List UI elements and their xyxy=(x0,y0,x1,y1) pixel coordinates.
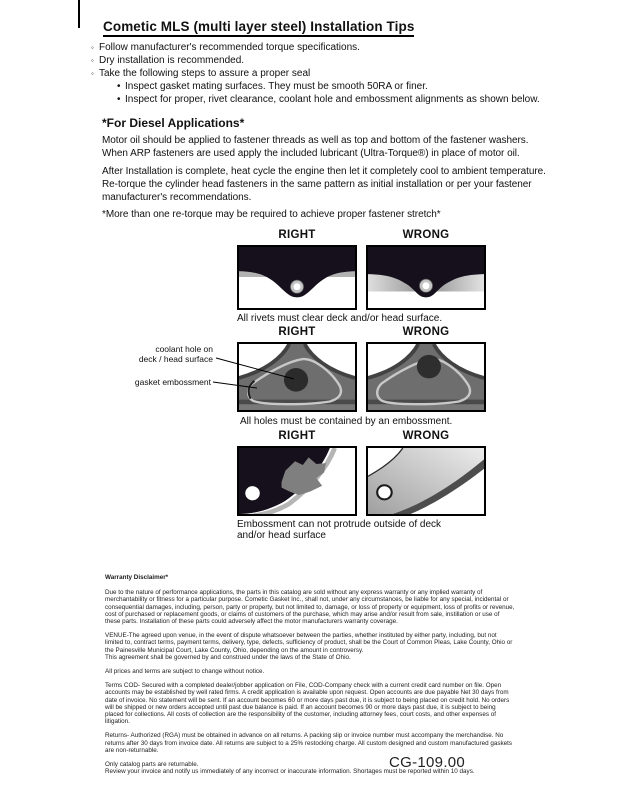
coolant-hole-label xyxy=(108,344,213,364)
row1-caption: All rivets must clear deck and/or head surface. xyxy=(237,313,443,324)
governing-law-line: This agreement shall be governed by and construed under the laws of the State of Ohio. xyxy=(105,653,351,661)
tip-text: Follow manufacturer's recommended torque specifications. xyxy=(99,42,360,53)
gasket-embossment-label: gasket embossment xyxy=(134,377,211,387)
tip-text: Inspect for proper, rivet clearance, coolant hole and embossment alignments as shown below. xyxy=(125,94,540,105)
bullet-marker: ◦ xyxy=(91,43,94,52)
terms-paragraph: Terms COD- Secured with a completed dealer/jobber application on File, COD-Company check with a current credit card number on file. Open accounts may be established by well rated firms. A credit application is available upon request. Open accounts are due payable Net 30 days from date of invoice. No statement will be sent. If an account becomes 60 or more days past due, it is subject to being placed on credit hold. No orders will be shipped or new orders accepted until past due balance is paid. If an account becomes 90 or more days past due, it is subject to being placed for collections. All costs of collection are the responsibility of the customer, including attorney fees, court costs, and other expenses of litigation. xyxy=(105,682,510,726)
coolant-hole-label-line2: deck / head surface xyxy=(138,354,213,364)
diagram-row3-wrong-image xyxy=(366,446,486,516)
review-invoice-line: Review your invoice and notify us immediately of any incorrect or inaccurate information. Shortages must be reported within 10 days. xyxy=(105,768,475,776)
rivet-clear-wrong-drawing xyxy=(368,247,484,308)
diesel-applications-heading: *For Diesel Applications* xyxy=(102,116,245,130)
diesel-paragraph-1: Motor oil should be applied to fastener threads as well as top and bottom of the fastener washers. When ARP fasteners are used apply the included lubricant (Ultra-Torque®) in place of motor oil. xyxy=(102,135,529,159)
diagram-row3-right-image xyxy=(237,446,357,516)
diagram-row1-wrong-image xyxy=(366,245,486,310)
tip-sub-item xyxy=(117,93,551,106)
tip-sub-item xyxy=(117,80,551,93)
venue-paragraph: VENUE-The agreed upon venue, in the event of dispute whatsoever between the parties, whether instituted by either party, including, but not limited to, contract terms, payment terms, delivery, type, defects, sufficiency of product, shall be the Court of Common Pleas, Lake County, Ohio or the Painesville Municipal Court, Lake County, Ohio, depending on the amount in controversy. xyxy=(105,632,513,654)
retorque-note: *More than one re-torque may be required to achieve proper fastener stretch* xyxy=(102,209,441,220)
diagram-row2-right-image xyxy=(237,342,357,412)
row3-wrong-label: WRONG xyxy=(402,430,450,442)
installation-tips-list xyxy=(91,41,551,106)
tip-text: Inspect gasket mating surfaces. They must be smooth 50RA or finer. xyxy=(125,81,428,92)
bullet-marker: ◦ xyxy=(91,69,94,78)
sub-bullet-marker: • xyxy=(117,94,121,105)
protrude-wrong-drawing xyxy=(368,448,484,514)
returns-paragraph: Returns- Authorized (RGA) must be obtained in advance on all returns. A packing slip or invoice number must accompany the merchandise. No returns after 30 days from invoice date. All returns are subject to a 25% restocking charge. All custom designed and custom manufactured gaskets are non-returnable. xyxy=(105,732,513,754)
diagram-row2-wrong-image xyxy=(366,342,486,412)
coolant-hole-label-line1: coolant hole on xyxy=(155,344,213,354)
row2-right-label: RIGHT xyxy=(278,326,316,338)
tip-item xyxy=(91,67,551,80)
bullet-marker: ◦ xyxy=(91,56,94,65)
only-catalog-line: Only catalog parts are returnable. xyxy=(105,761,199,769)
tip-text: Take the following steps to assure a proper seal xyxy=(99,68,311,79)
row3-right-label: RIGHT xyxy=(278,430,316,442)
protrude-right-drawing xyxy=(239,448,355,514)
hole-contained-wrong-drawing xyxy=(368,344,484,410)
hole-contained-right-drawing xyxy=(239,344,355,410)
page-number: CG-109.00 xyxy=(389,754,466,771)
diesel-paragraph-2: After Installation is complete, heat cycle the engine then let it completely cool to ambient temperature. Re-torque the cylinder head fasteners in the same pattern as initial installation or per your fastener manufacturer's recommendations. xyxy=(102,166,546,203)
warranty-disclaimer-heading: Warranty Disclaimer* xyxy=(105,574,169,581)
legal-fine-print xyxy=(105,574,515,782)
tip-item xyxy=(91,54,551,67)
rivet-clear-right-drawing xyxy=(239,247,355,308)
row3-caption xyxy=(237,519,497,541)
row2-caption: All holes must be contained by an embossment. xyxy=(240,416,453,427)
row3-caption-line2: and/or head surface xyxy=(237,530,326,541)
sub-bullet-marker: • xyxy=(117,81,121,92)
warranty-paragraph: Due to the nature of performance applications, the parts in this catalog are sold without any express warranty or any implied warranty of merchantability or fitness for a particular purpose. Cometic Gasket Inc., shall not, under any circumstances, be liable for any special, incidental or consequential damages, including, person, party or property, but not limited to, damage, or loss of property or equipment, loss of profits or revenue, cost of purchased or replacement goods, or claims of customers of the purchase, which may arise and/or result from sale, instillation or use of these parts. Installation of these parts could adversely affect the motor manufacturers warranty coverage. xyxy=(105,589,515,626)
row3-caption-line1: Embossment can not protrude outside of deck xyxy=(237,519,442,530)
tip-text: Dry installation is recommended. xyxy=(99,55,245,66)
diagram-row1-right-image xyxy=(237,245,357,310)
page-title: Cometic MLS (multi layer steel) Installation Tips xyxy=(103,19,414,37)
row2-wrong-label: WRONG xyxy=(402,326,450,338)
tip-item xyxy=(91,41,551,54)
row1-right-label: RIGHT xyxy=(278,229,316,241)
prices-line: All prices and terms are subject to change without notice. xyxy=(105,668,265,676)
row1-wrong-label: WRONG xyxy=(402,229,450,241)
page-edge-mark xyxy=(78,0,80,28)
